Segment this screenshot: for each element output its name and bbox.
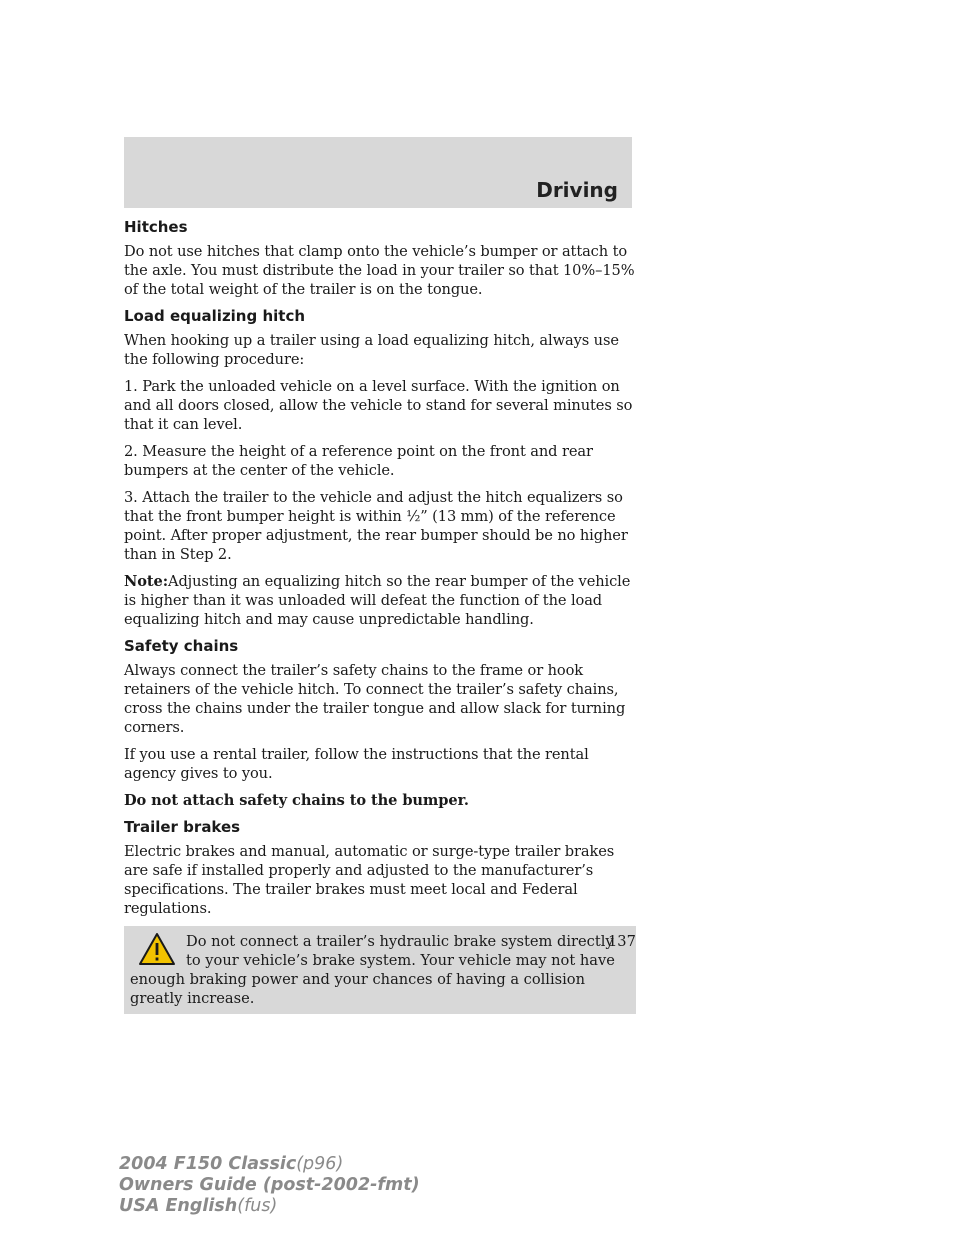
footer-line-3 bbox=[119, 1196, 420, 1217]
chains-text-2: If you use a rental trailer, follow the instructions that the rental agency gives to you. bbox=[124, 746, 589, 782]
warning-triangle-icon bbox=[138, 932, 176, 966]
note-text: Adjusting an equalizing hitch so the rear bumper of the vehicle is higher than it was unloaded will defeat the function of the load equalizing hitch and may cause unpredictable handling. bbox=[124, 573, 631, 628]
footer-language: USA English bbox=[119, 1196, 238, 1216]
note-label: Note: bbox=[124, 573, 168, 590]
header-band bbox=[124, 137, 632, 208]
equalizing-step-1: 1. Park the unloaded vehicle on a level surface. With the ignition on and all doors closed, allow the vehicle to stand for several minutes so that it can level. bbox=[124, 378, 633, 433]
hitches-heading: Hitches bbox=[124, 218, 188, 236]
equalizing-step-3: 3. Attach the trailer to the vehicle and adjust the hitch equalizers so that the front bumper height is within ½” (13 mm) of the reference point. After proper adjustment, the rear bumper should be no higher than in Step 2. bbox=[124, 489, 628, 563]
page-number: 137 bbox=[608, 933, 636, 950]
brakes-text: Electric brakes and manual, automatic or surge-type trailer brakes are safe if installed properly and adjusted to the manufacturer’s specifications. The trailer brakes must meet local and Federal regulations. bbox=[124, 843, 615, 917]
chains-section bbox=[124, 637, 636, 810]
equalizing-intro: When hooking up a trailer using a load equalizing hitch, always use the following procedure: bbox=[124, 332, 619, 368]
footer bbox=[119, 1154, 420, 1217]
page-content bbox=[124, 218, 636, 1014]
equalizing-heading: Load equalizing hitch bbox=[124, 307, 306, 325]
footer-line-1 bbox=[119, 1154, 420, 1175]
footer-model: 2004 F150 Classic bbox=[119, 1154, 297, 1174]
equalizing-note bbox=[124, 572, 636, 629]
hitches-section bbox=[124, 218, 636, 299]
footer-language-code: (fus) bbox=[237, 1196, 278, 1216]
hitches-text: Do not use hitches that clamp onto the vehicle’s bumper or attach to the axle. You must distribute the load in your trailer so that 10%–15% of the total weight of the trailer is on the tongue. bbox=[124, 243, 635, 298]
chains-text-1: Always connect the trailer’s safety chains to the frame or hook retainers of the vehicle hitch. To connect the trailer’s safety chains, cross the chains under the trailer tongue and allow slack for turning corners. bbox=[124, 662, 626, 736]
warning-text: Do not connect a trailer’s hydraulic brake system directly to your vehicle’s brake system. Your vehicle may not have enough braking power and your chances of having a collision greatly increase. bbox=[130, 933, 615, 1007]
chains-warning-text: Do not attach safety chains to the bumper. bbox=[124, 792, 469, 809]
equalizing-section bbox=[124, 307, 636, 629]
brakes-section bbox=[124, 818, 636, 1014]
equalizing-step-2: 2. Measure the height of a reference point on the front and rear bumpers at the center of the vehicle. bbox=[124, 443, 593, 479]
footer-line-2: Owners Guide (post-2002-fmt) bbox=[119, 1175, 420, 1195]
chains-heading: Safety chains bbox=[124, 637, 239, 655]
footer-model-code: (p96) bbox=[296, 1154, 344, 1174]
brakes-heading: Trailer brakes bbox=[124, 818, 241, 836]
warning-box bbox=[124, 926, 636, 1014]
section-title: Driving bbox=[536, 178, 618, 202]
